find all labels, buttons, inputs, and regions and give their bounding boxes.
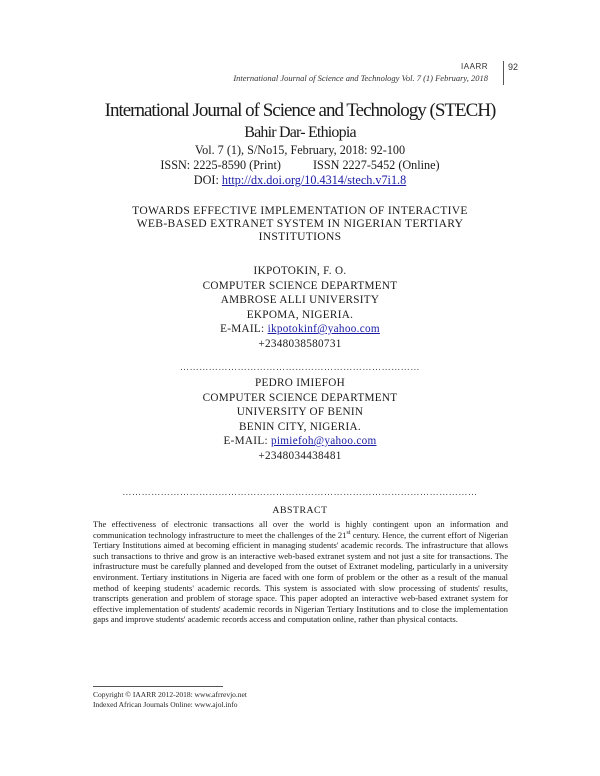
header-divider [503,61,504,85]
journal-reference: International Journal of Science and Technology Vol. 7 (1) February, 2018 [233,73,488,83]
author-phone: +2348034438481 [258,449,342,462]
footer-indexed: Indexed African Journals Online: www.ajol.info [93,700,238,709]
author-department: COMPUTER SCIENCE DEPARTMENT [202,391,398,404]
author-name: IKPOTOKIN, F. O. [253,265,347,277]
email-label: E-MAIL: [223,435,268,447]
paper-title-line-3: INSTITUTIONS [258,230,342,243]
journal-title: International Journal of Science and Technology (STECH) [104,100,496,121]
page-number: 92 [507,62,518,72]
doi-link[interactable]: http://dx.doi.org/10.4314/stech.v7i1.8 [221,173,407,187]
issn-line [0,158,600,173]
abstract-heading: ABSTRACT [272,505,328,516]
abstract-text [93,519,508,625]
abstract-text-part-2: century. Hence, the current effort of Nigerian Tertiary Institutions aimed at becoming efficient in managing students' academic records. The infrastructure that allows such transactions to thrive and grow is an interactive web-based extranet system and not just a site for transactions. The infrastructure must be carefully planned and developed from the outset of Extranet modeling, particularly in a university environment. Tertiary institutions in Nigeria are faced with one form of problem or the other as a result of the manual method of keeping students' academic records. This system is associated with slow processing of students' results, transcripts generation and problem of storage space. This paper adopted an interactive web-based extranet system for effective implementation of students' academic records in Nigerian Tertiary Institutions and to close the implementation gaps and improve students' academic records access and computation online, rather than physical contacts. [93,529,508,625]
author-separator: ………………………………………………………………… [180,362,420,372]
footer-copyright: Copyright © IAARR 2012-2018: www.afrrevjo.net [93,690,247,699]
author-email-line [0,434,600,449]
author-institution: AMBROSE ALLI UNIVERSITY [220,294,380,306]
paper-title-line-1: TOWARDS EFFECTIVE IMPLEMENTATION OF INTERACTIVE [132,204,468,217]
superscript: st [346,529,351,536]
author-email-line [0,322,600,337]
email-label: E-MAIL: [220,323,265,335]
abstract-text-part-1: The effectiveness of electronic transactions all over the world is highly contingent upon an information and communication technology infrastructure to meet the challenges of the 21 [93,519,508,540]
author-city: BENIN CITY, NIGERIA. [238,420,361,433]
author-phone: +2348038580731 [258,337,342,350]
author-block-2 [0,376,600,463]
abstract-separator: ………………………………………………………………………………………………… [122,487,478,497]
author-institution: UNIVERSITY OF BENIN [236,406,364,418]
running-header [233,62,518,83]
paper-title [0,204,600,243]
author-block-1 [0,264,600,351]
author-name: PEDRO IMIEFOH [255,377,345,389]
issn-print: ISSN: 2225-8590 (Print) [160,158,281,172]
author-email-link[interactable]: ikpotokinf@yahoo.com [267,323,380,335]
footer-rule [93,686,223,687]
volume-line: Vol. 7 (1), S/No15, February, 2018: 92-100 [194,143,406,157]
issn-online: ISSN 2227-5452 (Online) [313,158,440,172]
publication-info [0,143,600,188]
journal-location: Bahir Dar- Ethiopia [244,124,356,141]
author-email-link[interactable]: pimiefoh@yahoo.com [270,435,377,447]
paper-title-line-2: WEB-BASED EXTRANET SYSTEM IN NIGERIAN TERTIARY [136,217,464,230]
doi-label: DOI: [193,173,219,187]
author-city: EKPOMA, NIGERIA. [246,308,354,321]
author-department: COMPUTER SCIENCE DEPARTMENT [202,279,398,292]
doi-line [0,173,600,188]
publisher-label: IAARR [461,62,488,71]
